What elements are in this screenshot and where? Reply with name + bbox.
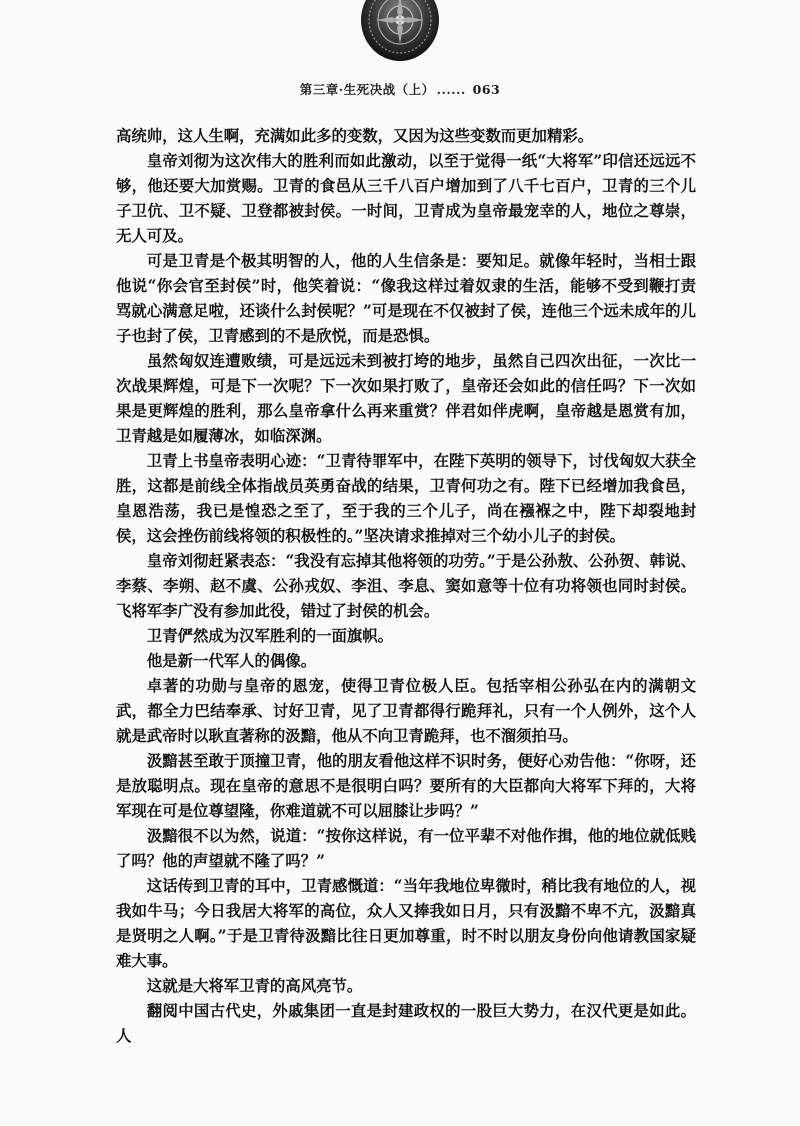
paragraph: 这就是大将军卫青的高风亮节。 xyxy=(146,977,363,995)
bronze-medallion-ornament xyxy=(360,0,440,62)
chapter-title: 第三章·生死决战（上） xyxy=(299,82,435,97)
paragraph: 高统帅，这人生啊，充满如此多的变数，又因为这些变数而更加精彩。 xyxy=(116,127,594,145)
body-text xyxy=(116,124,696,1049)
paragraph: 皇帝刘彻为这次伟大的胜利而如此激动，以至于觉得一纸“大将军”印信还远远不够，他还要大加赏赐。卫青的食邑从三千八百户增加到了八千七百户，卫青的三个儿子卫伉、卫不疑、卫登都被封侯。一时间，卫青成为皇帝最宠幸的人，地位之尊崇，无人可及。 xyxy=(116,152,696,245)
paragraph: 虽然匈奴连遭败绩，可是远远未到被打垮的地步，虽然自己四次出征，一次比一次战果辉煌，可是下一次呢？下一次如果打败了，皇帝还会如此的信任吗？下一次如果是更辉煌的胜利，那么皇帝拿什么再来重赏？伴君如伴虎啊，皇帝越是恩赏有加，卫青越是如履薄冰，如临深渊。 xyxy=(116,352,696,445)
paragraph: 皇帝刘彻赶紧表态：“我没有忘掉其他将领的功劳。”于是公孙敖、公孙贺、韩说、李蔡、李朔、赵不虞、公孙戎奴、李沮、李息、窦如意等十位有功将领也同时封侯。飞将军李广没有参加此役，错过了封侯的机会。 xyxy=(116,552,696,620)
paragraph: 翻阅中国古代史，外戚集团一直是封建政权的一股巨大势力，在汉代更是如此。人 xyxy=(116,1002,696,1045)
paragraph: 卫青上书皇帝表明心迹：“卫青待罪军中，在陛下英明的领导下，讨伐匈奴大获全胜，这都是前线全体指战员英勇奋战的结果，卫青何功之有。陛下已经增加我食邑，皇恩浩荡，我已是惶恐之至了，至于我的三个儿子，尚在襁褓之中，陛下却裂地封侯，这会挫伤前线将领的积极性的。”坚决请求推掉对三个幼小儿子的封侯。 xyxy=(116,452,696,545)
running-head xyxy=(0,80,800,98)
paragraph: 他是新一代军人的偶像。 xyxy=(146,652,317,670)
paragraph: 汲黯甚至敢于顶撞卫青，他的朋友看他这样不识时务，便好心劝告他：“你呀，还是放聪明点。现在皇帝的意思不是很明白吗？要所有的大臣都向大将军下拜的，大将军现在可是位尊望隆，你难道就不可以屈膝让步吗？” xyxy=(116,752,696,820)
paragraph: 卫青俨然成为汉军胜利的一面旗帜。 xyxy=(146,627,394,645)
leader-dots: ...... xyxy=(436,82,466,97)
paragraph: 这话传到卫青的耳中，卫青感慨道：“当年我地位卑微时，稍比我有地位的人，视我如牛马；今日我居大将军的高位，众人又捧我如日月，只有汲黯不卑不亢，汲黯真是贤明之人啊。”于是卫青待汲黯比往日更加尊重，时不时以朋友身份向他请教国家疑难大事。 xyxy=(116,877,696,970)
paragraph: 汲黯很不以为然，说道：“按你这样说，有一位平辈不对他作揖，他的地位就低贱了吗？他的声望就不隆了吗？” xyxy=(116,827,696,870)
page-number: 063 xyxy=(472,82,501,97)
paragraph: 可是卫青是个极其明智的人，他的人生信条是：要知足。就像年轻时，当相士跟他说“你会官至封侯”时，他笑着说：“像我这样过着奴隶的生活，能够不受到鞭打责骂就心满意足啦，还谈什么封侯呢？”可是现在不仅被封了侯，连他三个远未成年的儿子也封了侯，卫青感到的不是欣悦，而是恐惧。 xyxy=(116,252,696,345)
paragraph: 卓著的功勋与皇帝的恩宠，使得卫青位极人臣。包括宰相公孙弘在内的满朝文武，都全力巴结奉承、讨好卫青，见了卫青都得行跪拜礼，只有一个人例外，这个人就是武帝时以耿直著称的汲黯，他从不向卫青跪拜，也不溜须拍马。 xyxy=(116,677,696,745)
